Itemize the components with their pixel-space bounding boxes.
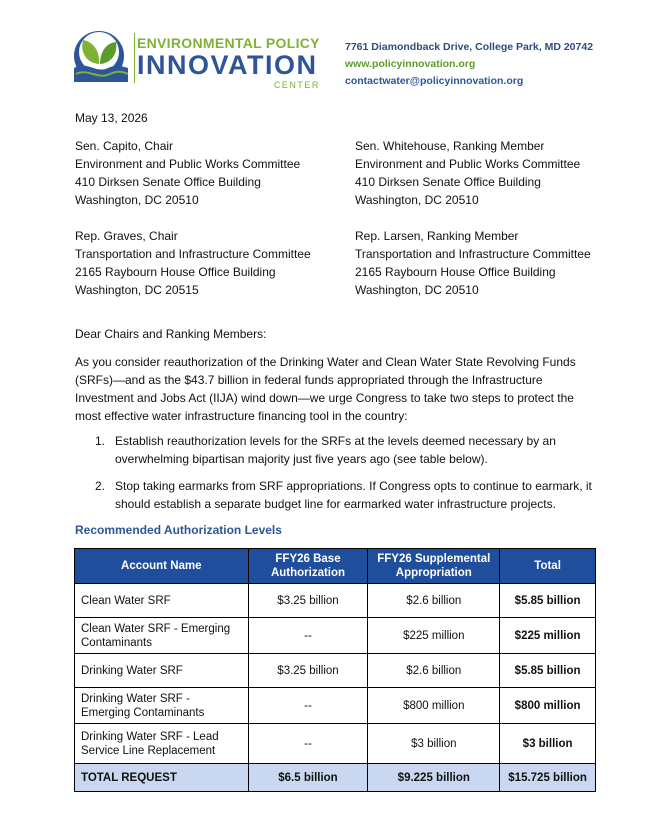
table-header-row: [75, 549, 596, 584]
recipient-line: 2165 Raybourn House Office Building: [355, 265, 556, 279]
table-cell: $15.725 billion: [500, 764, 596, 792]
letter-date: May 13, 2026: [75, 111, 148, 125]
table-cell: Clean Water SRF: [75, 584, 249, 618]
recipient-line: 410 Dirksen Senate Office Building: [75, 175, 261, 189]
table-cell: $2.6 billion: [368, 654, 500, 688]
table-cell: $3 billion: [500, 724, 596, 764]
list-number: 1.: [95, 434, 106, 448]
paragraph-line: As you consider reauthorization of the Drinking Water and Clean Water State Revolving Funds: [75, 355, 576, 369]
recipient-line: Washington, DC 20510: [355, 283, 479, 297]
recipient-line: Rep. Graves, Chair: [75, 229, 178, 243]
recipient-line: Washington, DC 20510: [355, 193, 479, 207]
list-item: [95, 432, 605, 468]
recipient-address-block: [75, 227, 311, 299]
paragraph-line: Investment and Jobs Act (IIJA) wind down—we urge Congress to take two steps to protect the: [75, 391, 574, 405]
table-cell: $5.85 billion: [500, 654, 596, 688]
table-cell: $800 million: [368, 688, 500, 724]
org-email-link[interactable]: contactwater@policyinnovation.org: [345, 75, 524, 87]
table-row: [75, 584, 596, 618]
column-header: Total: [500, 549, 596, 584]
table-cell: $3.25 billion: [248, 654, 368, 688]
table-cell: $225 million: [500, 618, 596, 654]
list-line: should establish a separate budget line for earmarked water infrastructure projects.: [115, 497, 556, 511]
table-cell: $5.85 billion: [500, 584, 596, 618]
organization-name: [137, 36, 320, 90]
list-number: 2.: [95, 479, 106, 493]
recipient-line: Rep. Larsen, Ranking Member: [355, 229, 519, 243]
list-line: Establish reauthorization levels for the SRFs at the levels deemed necessary by an: [115, 434, 556, 448]
table-cell: Drinking Water SRF - Emerging Contaminants: [75, 688, 249, 724]
table-cell: Clean Water SRF - Emerging Contaminants: [75, 618, 249, 654]
list-item: [95, 477, 605, 513]
salutation: Dear Chairs and Ranking Members:: [75, 327, 267, 341]
list-line: Stop taking earmarks from SRF appropriations. If Congress opts to continue to earmark, it: [115, 479, 592, 493]
org-name-line3: CENTER: [273, 80, 320, 90]
organization-logo: [72, 30, 130, 82]
table-cell: $800 million: [500, 688, 596, 724]
table-cell: $3 billion: [368, 724, 500, 764]
contact-info: [345, 39, 593, 90]
table-cell: $3.25 billion: [248, 584, 368, 618]
table-cell: --: [248, 618, 368, 654]
recipient-line: Environment and Public Works Committee: [355, 157, 581, 171]
table-row: [75, 724, 596, 764]
list-line: overwhelming bipartisan majority just five years ago (see table below).: [115, 452, 488, 466]
table-cell: TOTAL REQUEST: [75, 764, 249, 792]
table-cell: --: [248, 688, 368, 724]
recipient-line: Washington, DC 20515: [75, 283, 199, 297]
column-header: FFY26 Base Authorization: [248, 549, 368, 584]
recipient-line: Environment and Public Works Committee: [75, 157, 301, 171]
recipient-line: 2165 Raybourn House Office Building: [75, 265, 276, 279]
org-website-link[interactable]: www.policyinnovation.org: [345, 58, 476, 70]
table-cell: $225 million: [368, 618, 500, 654]
recipient-line: Sen. Whitehouse, Ranking Member: [355, 139, 545, 153]
table-cell: $2.6 billion: [368, 584, 500, 618]
org-name-line1: ENVIRONMENTAL POLICY: [137, 35, 320, 51]
table-total-row: [75, 764, 596, 792]
paragraph-line: (SRFs)—and as the $43.7 billion in federal funds appropriated through the Infrastructure: [75, 373, 543, 387]
column-header: Account Name: [75, 549, 249, 584]
logo-divider: [134, 33, 135, 83]
recipient-line: Transportation and Infrastructure Committee: [75, 247, 311, 261]
table-cell: $6.5 billion: [248, 764, 368, 792]
recipient-line: Transportation and Infrastructure Committee: [355, 247, 591, 261]
table-cell: Drinking Water SRF - Lead Service Line Replacement: [75, 724, 249, 764]
authorization-table: [74, 548, 596, 792]
table-title: Recommended Authorization Levels: [75, 523, 282, 537]
recipient-address-block: [75, 137, 300, 209]
paragraph-line: most effective water infrastructure financing tool in the country:: [75, 409, 408, 423]
org-name-line2: INNOVATION: [137, 50, 318, 80]
table-row: [75, 618, 596, 654]
recipient-line: Sen. Capito, Chair: [75, 139, 174, 153]
table-cell: Drinking Water SRF: [75, 654, 249, 688]
intro-paragraph: [75, 353, 595, 425]
table-row: [75, 654, 596, 688]
table-cell: --: [248, 724, 368, 764]
table-row: [75, 688, 596, 724]
column-header: FFY26 Supplemental Appropriation: [368, 549, 500, 584]
org-address: 7761 Diamondback Drive, College Park, MD 20742: [345, 41, 594, 53]
table-cell: $9.225 billion: [368, 764, 500, 792]
recipient-address-block: [355, 137, 580, 209]
recipient-line: 410 Dirksen Senate Office Building: [355, 175, 541, 189]
recipient-address-block: [355, 227, 591, 299]
recipient-line: Washington, DC 20510: [75, 193, 199, 207]
